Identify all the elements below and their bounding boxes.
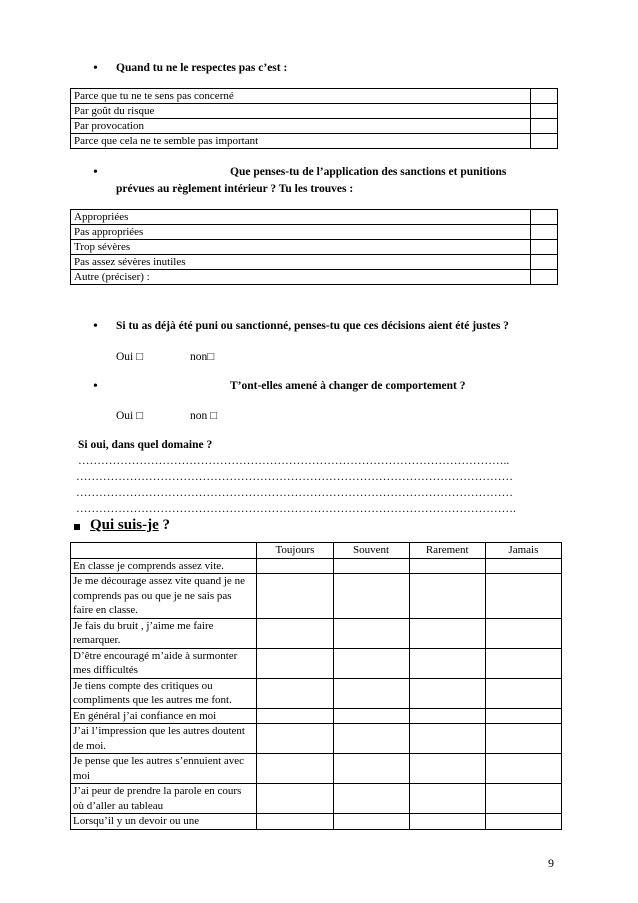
question-respect: Quand tu ne le respectes pas c’est : bbox=[116, 62, 288, 74]
option-row bbox=[71, 240, 558, 255]
table-row bbox=[71, 708, 562, 724]
row-label: D’être encouragé m’aide à surmonter mes difficultés bbox=[71, 648, 257, 678]
answer-cell[interactable] bbox=[257, 618, 333, 648]
option-checkbox[interactable] bbox=[531, 210, 558, 225]
answer-cell[interactable] bbox=[333, 648, 409, 678]
table-row bbox=[71, 558, 562, 574]
option-checkbox[interactable] bbox=[531, 134, 558, 149]
table-row bbox=[71, 678, 562, 708]
answer-cell[interactable] bbox=[257, 724, 333, 754]
bullet-icon: • bbox=[93, 319, 98, 334]
option-row bbox=[71, 255, 558, 270]
option-label: Pas assez sévères inutiles bbox=[71, 255, 531, 270]
answer-cell[interactable] bbox=[485, 618, 561, 648]
answer-cell[interactable] bbox=[257, 784, 333, 814]
header-jamais: Jamais bbox=[485, 543, 561, 559]
answer-line[interactable]: …………………………………………………………………………………………………… bbox=[76, 471, 513, 483]
option-checkbox[interactable] bbox=[531, 255, 558, 270]
answer-oui-justice[interactable]: Oui □ bbox=[116, 351, 144, 363]
row-label: En classe je comprends assez vite. bbox=[71, 558, 257, 574]
answer-cell[interactable] bbox=[409, 618, 485, 648]
bullet-icon: • bbox=[93, 379, 98, 394]
answer-cell[interactable] bbox=[333, 754, 409, 784]
option-label: Par provocation bbox=[71, 119, 531, 134]
section-title-qui-suis-je bbox=[90, 517, 170, 534]
option-row bbox=[71, 89, 558, 104]
option-checkbox[interactable] bbox=[531, 119, 558, 134]
header-empty bbox=[71, 543, 257, 559]
question-sanctions-line2: prévues au règlement intérieur ? Tu les trouves : bbox=[116, 183, 354, 195]
row-label: Je fais du bruit , j’aime me faire remarquer. bbox=[71, 618, 257, 648]
header-souvent: Souvent bbox=[333, 543, 409, 559]
table-row bbox=[71, 724, 562, 754]
table-row bbox=[71, 814, 562, 830]
answer-non-comportement[interactable]: non □ bbox=[190, 410, 218, 422]
table-header-row bbox=[71, 543, 562, 559]
answer-cell[interactable] bbox=[485, 708, 561, 724]
bullet-icon: • bbox=[93, 165, 98, 180]
answer-cell[interactable] bbox=[409, 724, 485, 754]
option-checkbox[interactable] bbox=[531, 89, 558, 104]
row-label: Je pense que les autres s’ennuient avec moi bbox=[71, 754, 257, 784]
table-row bbox=[71, 618, 562, 648]
options-table-sanctions bbox=[70, 209, 558, 285]
answer-cell[interactable] bbox=[257, 754, 333, 784]
answer-cell[interactable] bbox=[485, 678, 561, 708]
header-rarement: Rarement bbox=[409, 543, 485, 559]
header-toujours: Toujours bbox=[257, 543, 333, 559]
answer-cell[interactable] bbox=[409, 678, 485, 708]
answer-line[interactable]: ………………………………………………………………………………………………….. bbox=[78, 455, 510, 467]
answer-cell[interactable] bbox=[333, 618, 409, 648]
qui-title-suffix: ? bbox=[158, 517, 171, 533]
answer-cell[interactable] bbox=[409, 708, 485, 724]
option-row bbox=[71, 119, 558, 134]
answer-cell[interactable] bbox=[333, 574, 409, 619]
answer-cell[interactable] bbox=[409, 574, 485, 619]
answer-cell[interactable] bbox=[257, 814, 333, 830]
answer-cell[interactable] bbox=[257, 648, 333, 678]
answer-cell[interactable] bbox=[333, 814, 409, 830]
answer-line[interactable]: ……………………………………………………………………………………………………. bbox=[76, 503, 516, 515]
row-label: J’ai peur de prendre la parole en cours où d’aller au tableau bbox=[71, 784, 257, 814]
question-sanctions-line1: Que penses-tu de l’application des sanctions et punitions bbox=[230, 166, 507, 178]
answer-oui-comportement[interactable]: Oui □ bbox=[116, 410, 144, 422]
answer-cell[interactable] bbox=[409, 754, 485, 784]
answer-cell[interactable] bbox=[485, 648, 561, 678]
option-label: Par goût du risque bbox=[71, 104, 531, 119]
answer-cell[interactable] bbox=[333, 678, 409, 708]
answer-cell[interactable] bbox=[333, 784, 409, 814]
answer-cell[interactable] bbox=[409, 648, 485, 678]
answer-cell[interactable] bbox=[485, 784, 561, 814]
answer-line[interactable]: …………………………………………………………………………………………………… bbox=[76, 487, 513, 499]
question-domaine: Si oui, dans quel domaine ? bbox=[78, 439, 213, 451]
option-label: Pas appropriées bbox=[71, 225, 531, 240]
answer-cell[interactable] bbox=[409, 784, 485, 814]
answer-cell[interactable] bbox=[257, 558, 333, 574]
option-checkbox[interactable] bbox=[531, 225, 558, 240]
table-row bbox=[71, 648, 562, 678]
answer-cell[interactable] bbox=[257, 708, 333, 724]
answer-cell[interactable] bbox=[333, 708, 409, 724]
option-checkbox[interactable] bbox=[531, 270, 558, 285]
option-label: Parce que cela ne te semble pas important bbox=[71, 134, 531, 149]
row-label: J’ai l’impression que les autres doutent de moi. bbox=[71, 724, 257, 754]
option-label: Trop sévères bbox=[71, 240, 531, 255]
table-row bbox=[71, 574, 562, 619]
row-label: Je tiens compte des critiques ou compliments que les autres me font. bbox=[71, 678, 257, 708]
question-justice: Si tu as déjà été puni ou sanctionné, penses-tu que ces décisions aient été justes ? bbox=[116, 320, 509, 332]
table-row bbox=[71, 754, 562, 784]
answer-cell[interactable] bbox=[485, 724, 561, 754]
row-label: Je me décourage assez vite quand je ne comprends pas ou que je ne sais pas faire en classe. bbox=[71, 574, 257, 619]
option-checkbox[interactable] bbox=[531, 240, 558, 255]
answer-cell[interactable] bbox=[333, 724, 409, 754]
answer-cell[interactable] bbox=[485, 814, 561, 830]
options-table-respect bbox=[70, 88, 558, 149]
row-label: Lorsqu’il y un devoir ou une bbox=[71, 814, 257, 830]
row-label: En général j’ai confiance en moi bbox=[71, 708, 257, 724]
option-row bbox=[71, 270, 558, 285]
answer-cell[interactable] bbox=[257, 574, 333, 619]
answer-cell[interactable] bbox=[333, 558, 409, 574]
option-checkbox[interactable] bbox=[531, 104, 558, 119]
option-label: Parce que tu ne te sens pas concerné bbox=[71, 89, 531, 104]
option-label: Appropriées bbox=[71, 210, 531, 225]
qui-suis-je-table bbox=[70, 542, 562, 830]
table-row bbox=[71, 784, 562, 814]
option-label: Autre (préciser) : bbox=[71, 270, 531, 285]
page-number: 9 bbox=[548, 856, 554, 870]
answer-cell[interactable] bbox=[485, 558, 561, 574]
question-comportement: T’ont-elles amené à changer de comportement ? bbox=[230, 380, 466, 392]
answer-cell[interactable] bbox=[485, 574, 561, 619]
option-row bbox=[71, 104, 558, 119]
option-row bbox=[71, 134, 558, 149]
answer-cell[interactable] bbox=[409, 558, 485, 574]
bullet-icon: • bbox=[93, 61, 98, 76]
answer-cell[interactable] bbox=[485, 754, 561, 784]
answer-cell[interactable] bbox=[409, 814, 485, 830]
option-row bbox=[71, 210, 558, 225]
qui-title-text: Qui suis-je bbox=[90, 517, 159, 533]
answer-cell[interactable] bbox=[257, 678, 333, 708]
option-row bbox=[71, 225, 558, 240]
square-bullet-icon bbox=[74, 524, 80, 530]
answer-non-justice[interactable]: non□ bbox=[190, 351, 215, 363]
